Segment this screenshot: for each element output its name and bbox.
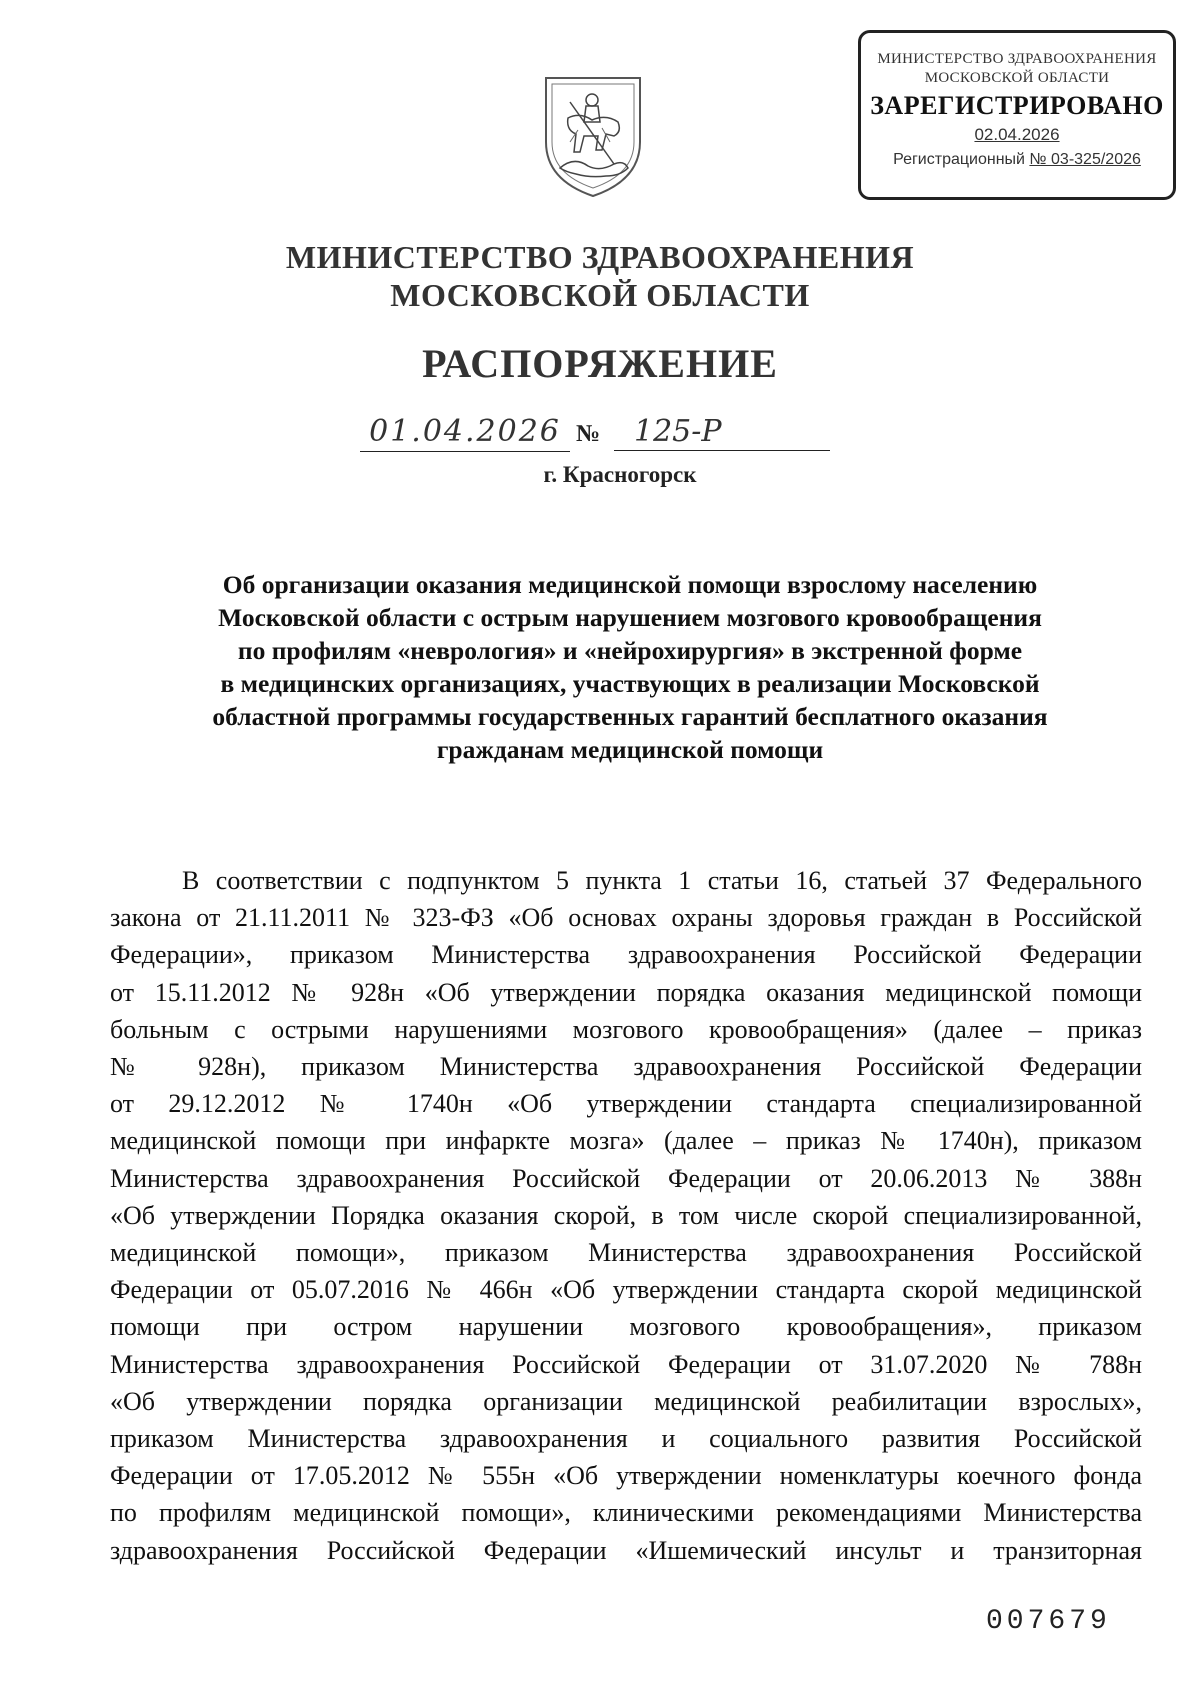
subject-line: областной программы государственных гарантий бесплатного оказания — [212, 702, 1048, 731]
body-line: Министерства здравоохранения Российской Федерации от 20.06.2013 № 388н — [110, 1163, 1142, 1193]
subject-line: в медицинских организациях, участвующих в реализации Московской — [220, 669, 1040, 698]
body-line: Министерства здравоохранения Российской Федерации от 31.07.2020 № 788н — [110, 1349, 1142, 1379]
number-label: № — [576, 421, 601, 447]
body-line: Федерации от 17.05.2012 № 555н «Об утверждении номенклатуры коечного фонда — [110, 1461, 1142, 1491]
stamp-reg-line — [861, 151, 1173, 169]
body-line: от 15.11.2012 № 928н «Об утверждении порядка оказания медицинской помощи — [110, 977, 1142, 1007]
body-line: закона от 21.11.2011 № 323-ФЗ «Об основах охраны здоровья граждан в Российской — [110, 903, 1142, 933]
body-line: больным с острыми нарушениями мозгового кровообращения» (далее – приказ — [110, 1014, 1142, 1044]
body-line: здравоохранения Российской Федерации «Ишемический инсульт и транзиторная — [110, 1535, 1142, 1565]
body-line: от 29.12.2012 № 1740н «Об утверждении стандарта специализированной — [110, 1089, 1142, 1119]
stamp-reg-label: Регистрационный — [893, 151, 1025, 168]
stamp-ministry-line1: МИНИСТЕРСТВО ЗДРАВООХРАНЕНИЯ — [877, 51, 1157, 67]
ministry-title — [0, 238, 1200, 314]
stamp-date: 02.04.2026 — [974, 125, 1060, 144]
registration-stamp — [858, 30, 1176, 200]
subject-line: по профилям «неврология» и «нейрохирургия» в экстренной форме — [237, 636, 1023, 665]
body-line: медицинской помощи при инфаркте мозга» (далее – приказ № 1740н), приказом — [110, 1126, 1142, 1156]
document-type: РАСПОРЯЖЕНИЕ — [422, 341, 778, 386]
stamp-ministry-line2: МОСКОВСКОЙ ОБЛАСТИ — [924, 70, 1110, 86]
body-line: медицинской помощи», приказом Министерства здравоохранения Российской — [110, 1238, 1142, 1268]
registration-line — [360, 415, 830, 455]
document-city: г. Красногорск — [543, 462, 697, 487]
body-line: по профилям медицинской помощи», клиническими рекомендациями Министерства — [110, 1498, 1142, 1528]
subject-line: Об организации оказания медицинской помощи взрослому населению — [222, 570, 1038, 599]
stamp-status: ЗАРЕГИСТРИРОВАНО — [870, 91, 1164, 120]
document-date: 01.04.2026 — [360, 415, 570, 452]
document-number: 125-Р — [614, 415, 830, 451]
coat-of-arms-icon — [540, 72, 646, 200]
body-line: «Об утверждении порядка организации медицинской реабилитации взрослых», — [110, 1386, 1142, 1416]
body-line: Федерации», приказом Министерства здравоохранения Российской Федерации — [110, 940, 1142, 970]
stamp-reg-number: № 03-325/2026 — [1029, 151, 1141, 168]
subject-line: Московской области с острым нарушением мозгового кровообращения — [218, 603, 1042, 632]
page-code: 007679 — [986, 1606, 1111, 1637]
document-body — [110, 862, 1142, 1569]
subject-line: гражданам медицинской помощи — [436, 735, 824, 764]
body-line: приказом Министерства здравоохранения и социального развития Российской — [110, 1424, 1142, 1454]
body-line: № 928н), приказом Министерства здравоохранения Российской Федерации — [110, 1052, 1142, 1082]
body-line: «Об утверждении Порядка оказания скорой, в том числе скорой специализированной, — [110, 1200, 1142, 1230]
body-line: В соответствии с подпунктом 5 пункта 1 статьи 16, статьей 37 Федерального — [182, 866, 1142, 895]
document-subject — [150, 568, 1110, 766]
body-line: помощи при остром нарушении мозгового кровообращения», приказом — [110, 1312, 1142, 1342]
ministry-title-line2: МОСКОВСКОЙ ОБЛАСТИ — [390, 277, 810, 313]
ministry-title-line1: МИНИСТЕРСТВО ЗДРАВООХРАНЕНИЯ — [285, 239, 915, 275]
body-line: Федерации от 05.07.2016 № 466н «Об утверждении стандарта скорой медицинской — [110, 1275, 1142, 1305]
